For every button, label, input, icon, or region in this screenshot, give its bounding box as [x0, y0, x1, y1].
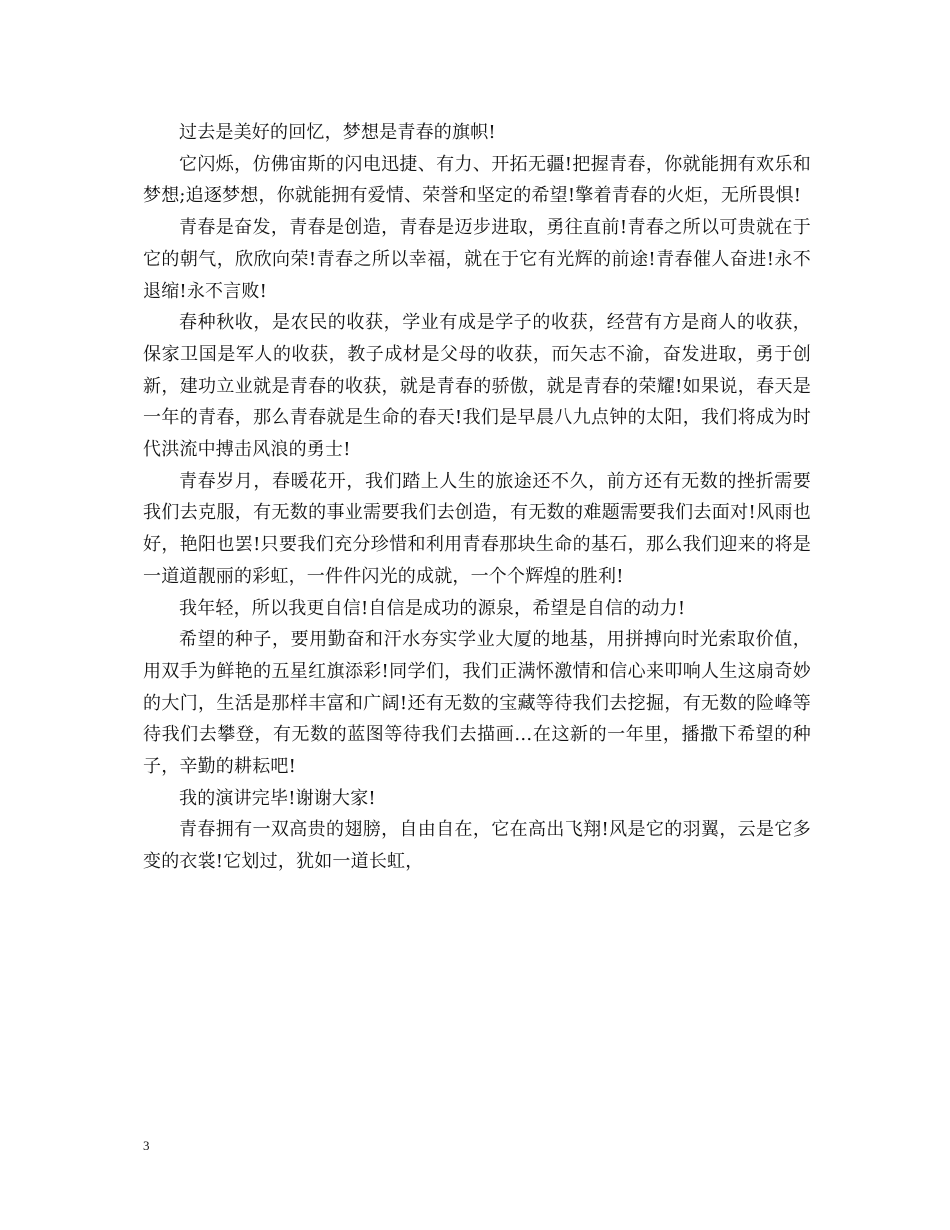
- paragraph: 青春是奋发，青春是创造，青春是迈步进取，勇往直前!青春之所以可贵就在于它的朝气，欣欣向荣!青春之所以幸福，就在于它有光辉的前途!青春催人奋进!永不退缩!永不言败!: [143, 217, 811, 302]
- paragraph: 它闪烁，仿佛宙斯的闪电迅捷、有力、开拓无疆!把握青春，你就能拥有欢乐和梦想;追逐梦想，你就能拥有爱情、荣誉和坚定的希望!擎着青春的火炬，无所畏惧!: [143, 153, 811, 207]
- body-text: [143, 117, 811, 878]
- paragraph: 希望的种子，要用勤奋和汗水夯实学业大厦的地基，用拼搏向时光索取价值，用双手为鲜艳的五星红旗添彩!同学们，我们正满怀激情和信心来叩响人生这扇奇妙的大门，生活是那样丰富和广阔!还有无数的宝藏等待我们去挖掘，有无数的险峰等待我们去攀登，有无数的蓝图等待我们去描画…在这新的一年里，播撒下希望的种子，辛勤的耕耘吧!: [143, 629, 811, 778]
- paragraph: 过去是美好的回忆，梦想是青春的旗帜!: [179, 122, 496, 143]
- paragraph: 我年轻，所以我更自信!自信是成功的源泉，希望是自信的动力!: [179, 597, 686, 619]
- page-number: 3: [143, 1138, 150, 1153]
- paragraph: 青春拥有一双高贵的翅膀，自由自在，它在高出飞翔!风是它的羽翼，云是它多变的衣裳!它划过，犹如一道长虹，: [143, 819, 811, 873]
- paragraph: 我的演讲完毕!谢谢大家!: [179, 787, 376, 809]
- paragraph: 春种秋收，是农民的收获，学业有成是学子的收获，经营有方是商人的收获，保家卫国是军人的收获，教子成材是父母的收获，而矢志不渝，奋发进取，勇于创新，建功立业就是青春的收获，就是青春的骄傲，就是青春的荣耀!如果说，春天是一年的青春，那么青春就是生命的春天!我们是早晨八九点钟的太阳，我们将成为时代洪流中搏击风浪的勇士!: [143, 312, 811, 461]
- paragraph: 青春岁月，春暖花开，我们踏上人生的旅途还不久，前方还有无数的挫折需要我们去克服，有无数的事业需要我们去创造，有无数的难题需要我们去面对!风雨也好，艳阳也罢!只要我们充分珍惜和利用青春那块生命的基石，那么我们迎来的将是一道道靓丽的彩虹，一件件闪光的成就，一个个辉煌的胜利!: [143, 470, 811, 587]
